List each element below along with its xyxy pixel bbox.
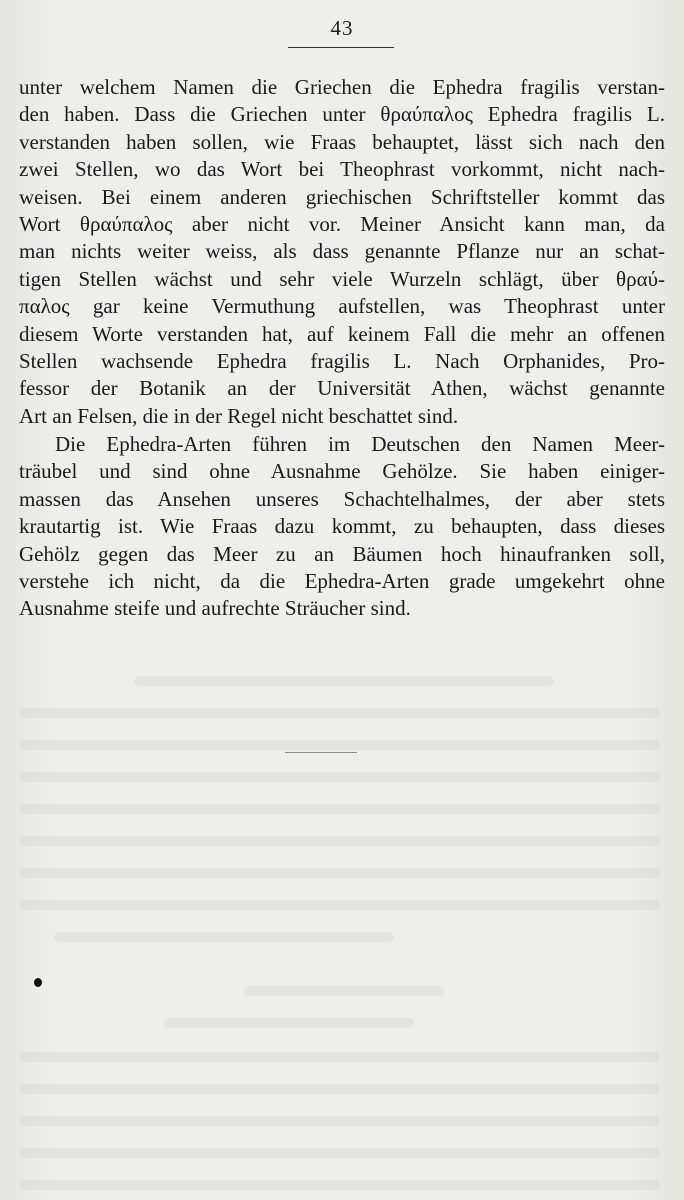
text-line: tigen Stellen wächst und sehr viele Wurzeln schlägt, über θραύ- <box>19 266 665 291</box>
paragraph-1 <box>19 74 665 430</box>
text-line: Art an Felsen, die in der Regel nicht beschattet sind. <box>19 403 459 428</box>
text-line: krautartig ist. Wie Fraas dazu kommt, zu behaupten, dass dieses <box>19 514 665 539</box>
paragraph-2 <box>19 431 665 623</box>
text-line: man nichts weiter weiss, als dass genannte Pflanze nur an schat- <box>19 239 665 264</box>
text-line: weisen. Bei einem anderen griechischen Schriftsteller kommt das <box>19 184 665 209</box>
page-number: 43 <box>330 16 354 40</box>
text-line: fessor der Botanik an der Universität Athen, wächst genannte <box>19 376 665 401</box>
text-line: den haben. Dass die Griechen unter θραύπαλος Ephedra fragilis L. <box>19 102 665 127</box>
text-line: Die Ephedra-Arten führen im Deutschen den Namen Meer- <box>55 432 665 457</box>
text-line: Gehölz gegen das Meer zu an Bäumen hoch hinaufranken soll, <box>19 541 665 566</box>
text-line: παλος gar keine Vermuthung aufstellen, was Theophrast unter <box>19 294 665 319</box>
text-line: zwei Stellen, wo das Wort bei Theophrast vorkommt, nicht nach- <box>19 157 665 182</box>
ink-spot <box>34 978 42 987</box>
body-text <box>19 74 665 623</box>
text-line: träubel und sind ohne Ausnahme Gehölze. Sie haben einiger- <box>19 459 665 484</box>
text-line: Stellen wachsende Ephedra fragilis L. Nach Orphanides, Pro- <box>19 348 665 373</box>
text-line: Wort θραύπαλος aber nicht vor. Meiner Ansicht kann man, da <box>19 211 665 236</box>
header-rule <box>288 47 394 48</box>
text-line: diesem Worte verstanden hat, auf keinem Fall die mehr an offenen <box>19 321 665 346</box>
text-line: verstanden haben sollen, wie Fraas behauptet, lässt sich nach den <box>19 129 665 154</box>
text-line: massen das Ansehen unseres Schachtelhalmes, der aber stets <box>19 486 665 511</box>
bleed-through-texture <box>14 668 670 1200</box>
text-line: Ausnahme steife und aufrechte Sträucher sind. <box>19 596 411 621</box>
text-line: verstehe ich nicht, da die Ephedra-Arten grade umgekehrt ohne <box>19 569 665 594</box>
faint-divider-rule <box>285 752 357 753</box>
text-line: unter welchem Namen die Griechen die Ephedra fragilis verstan- <box>19 75 665 99</box>
